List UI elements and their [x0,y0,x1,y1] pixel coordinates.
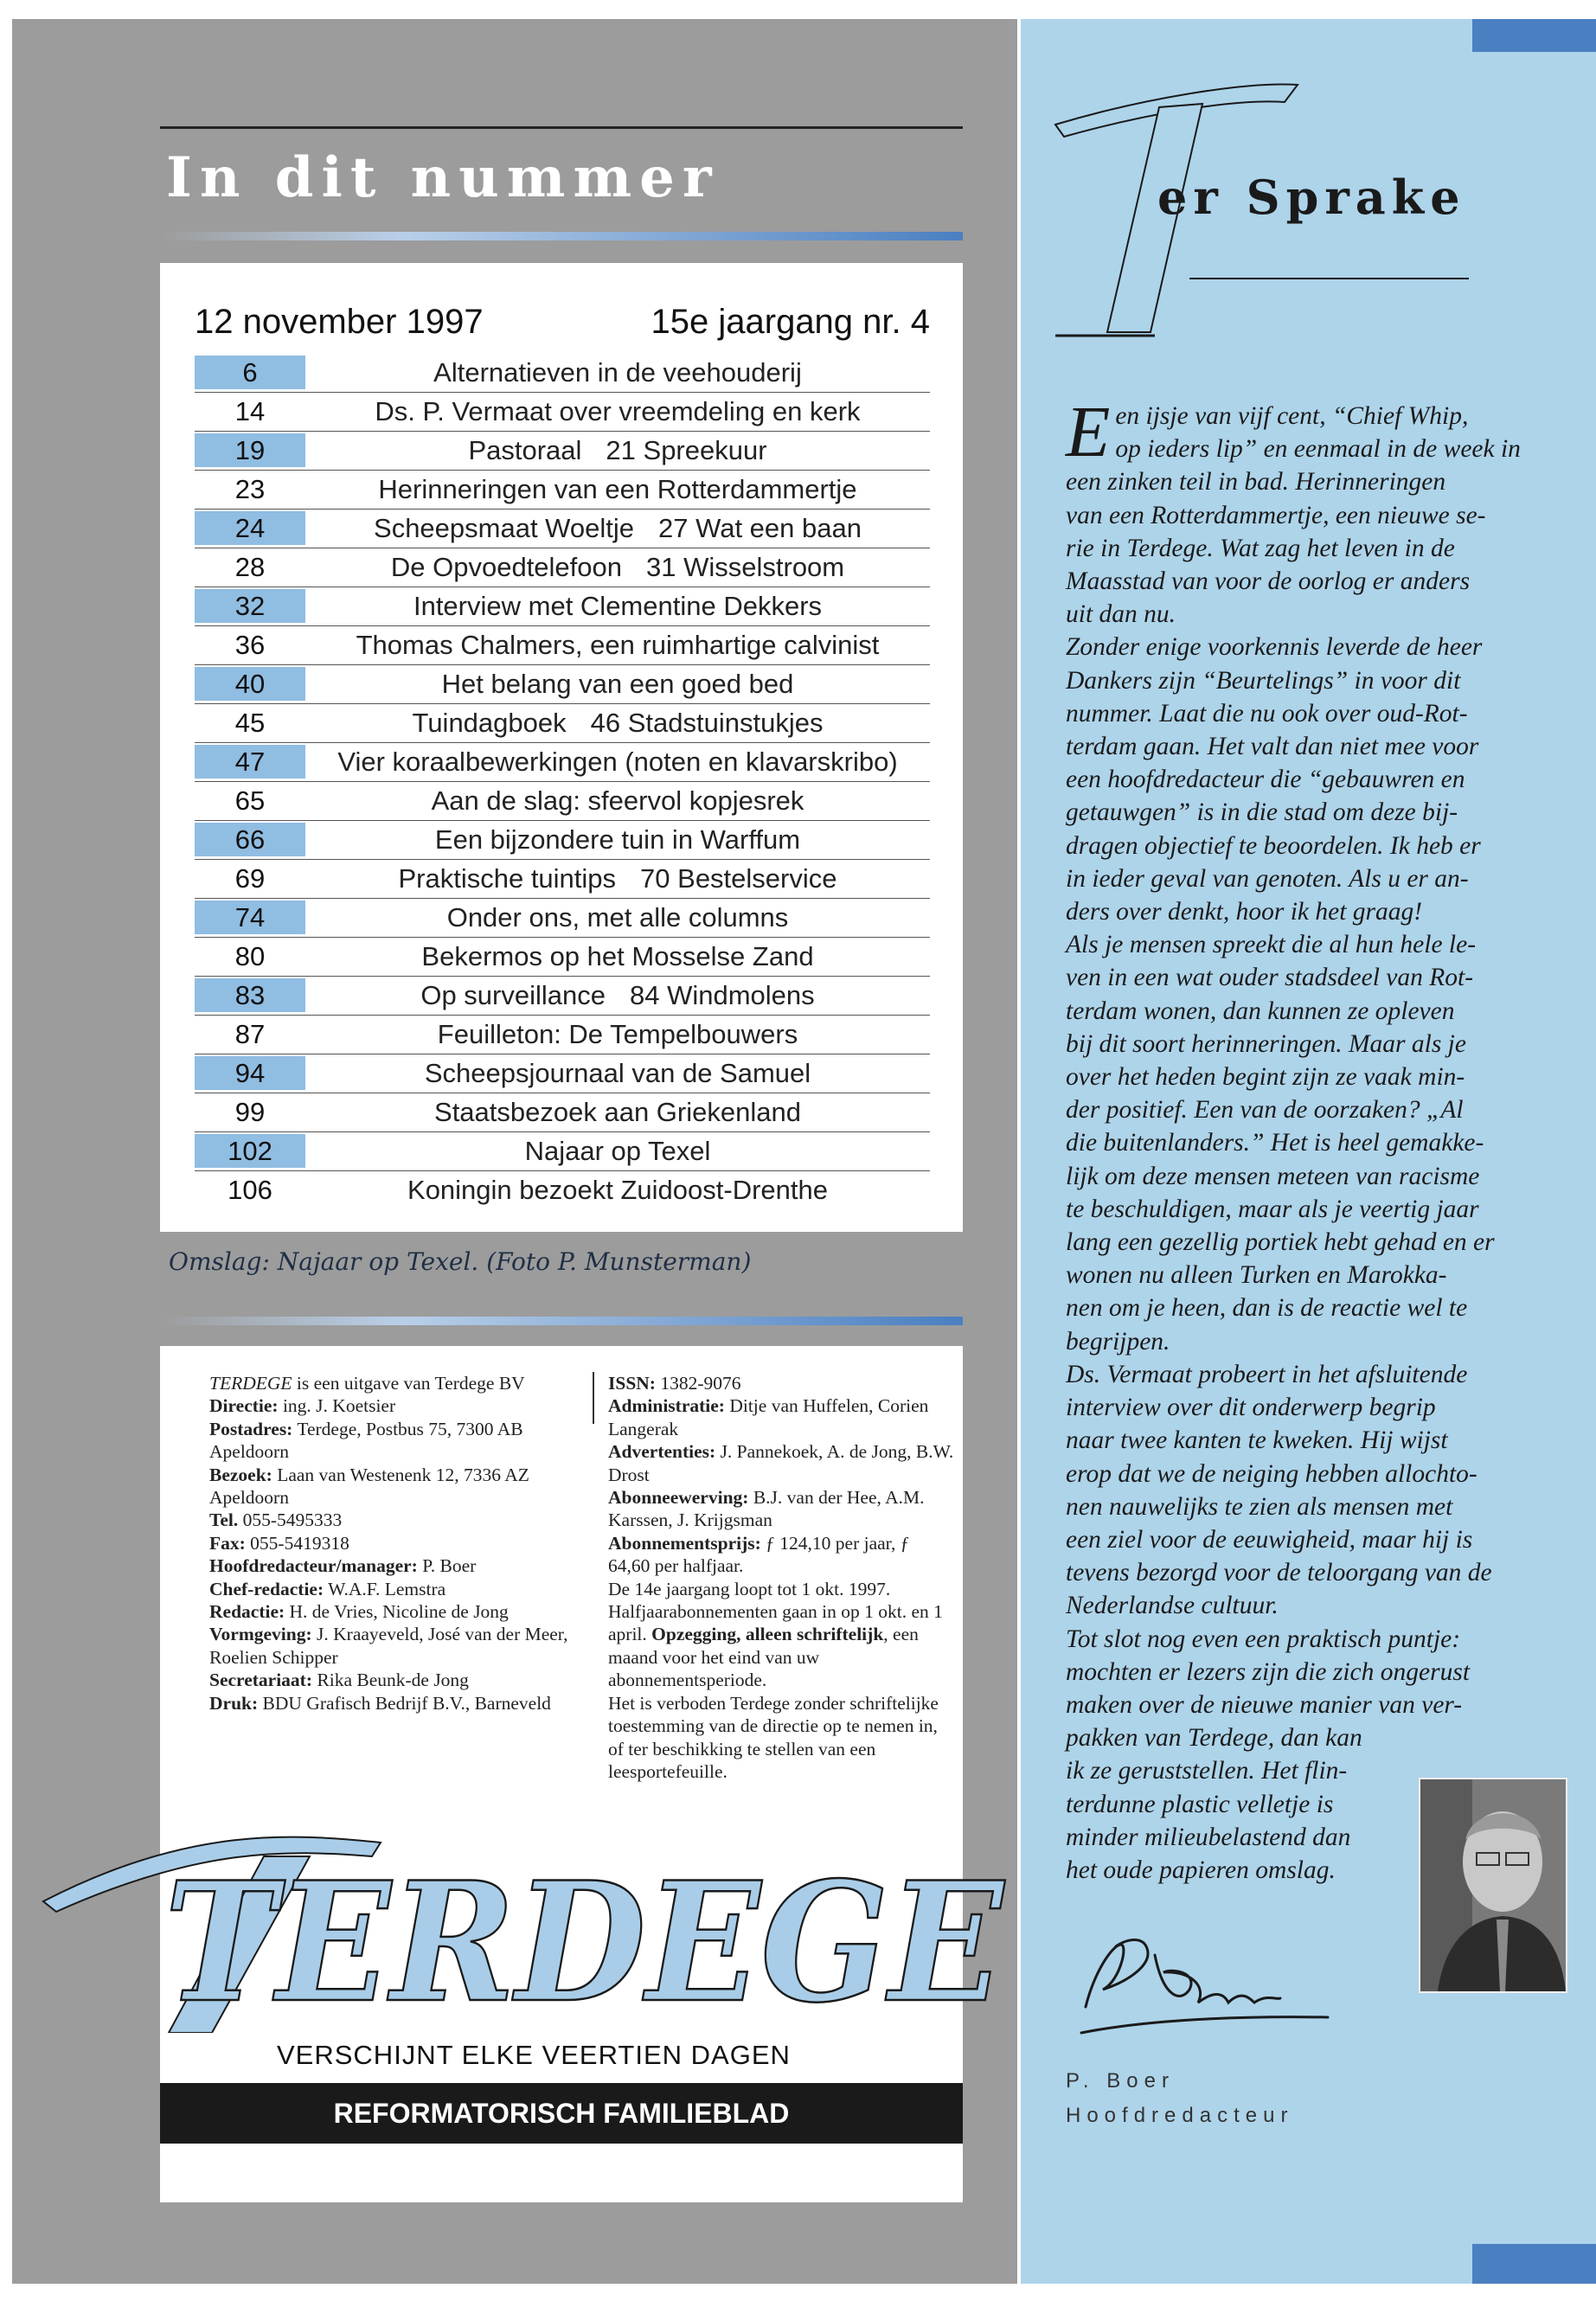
page-number: 80 [234,941,266,971]
colophon-label: Abonneewerving: [608,1487,749,1509]
page-number: 99 [234,1097,266,1127]
colophon-value: H. de Vries, Nicoline de Jong [285,1601,509,1623]
page-number: 28 [234,552,266,582]
editorial-line: die buitenlanders.” Het is heel gemakke- [1066,1129,1484,1157]
colophon-entry [608,1372,954,1394]
colophon-value: 055-5495333 [238,1509,343,1531]
editorial-line: mochten er lezers zijn die zich ongerust [1066,1657,1471,1686]
page-number: 65 [234,785,266,816]
editorial-line: en ijsje van vijf cent, “Chief Whip, [1115,402,1469,430]
colophon-entry [608,1532,954,1578]
article-item: Op surveillance [420,980,606,1010]
editorial-line: een zinken teil in bad. Herinneringen [1066,468,1446,497]
editorial-line: Maasstad van voor de oorlog er anders [1066,567,1471,596]
editorial-line: terdunne plastic velletje is [1066,1790,1334,1818]
editorial-line: Dankers zijn “Beurtelings” in voor dit [1066,666,1461,695]
colophon-divider [593,1372,594,1424]
ter-sprake-title: er Sprake [1157,170,1466,225]
page-number: 94 [195,1056,305,1090]
editorial-line: lijk om deze mensen meteen van racisme [1066,1162,1480,1190]
colophon-value: Laan van Westenenk 12, 7336 AZ Apeldoorn [209,1464,529,1509]
page-number: 19 [195,433,305,467]
colophon-entry [209,1394,581,1417]
contents-row [195,1171,930,1209]
article-title [305,860,930,898]
editorial-line: pakken van Terdege, dan kan [1066,1724,1362,1753]
article-item: Praktische tuintips [398,863,617,894]
article-item: Bekermos op het Mosselse Zand [421,941,814,971]
editorial-line: Tot slot nog even een praktisch puntje: [1066,1625,1461,1653]
contents-row [195,899,930,938]
page-number: 83 [195,978,305,1012]
article-item: Vier koraalbewerkingen (noten en klavarskribo) [337,747,898,777]
editorial-line: nen om je heen, dan is de reactie wel te [1066,1294,1468,1323]
editorial-line: getauwgen” is in die stad om deze bij- [1066,798,1458,827]
editorial-line: Als je mensen spreekt die al hun hele le- [1066,931,1477,959]
article-item: Pastoraal [468,435,582,465]
signature [1068,1920,1345,2041]
colophon-label: Tel. [209,1509,239,1531]
logo-tagline: VERSCHIJNT ELKE VEERTIEN DAGEN [277,2040,791,2070]
header-underline [160,232,963,240]
editorial-line: dragen objectief te beoordelen. Ik heb er [1066,831,1481,860]
editorial-line: het oude papieren omslag. [1066,1856,1336,1884]
article-item: Ds. P. Vermaat over vreemdeling en kerk [375,396,861,426]
article-item: Najaar op Texel [524,1136,711,1166]
page-number: 14 [234,396,266,426]
contents-row [195,626,930,665]
article-item: Herinneringen van een Rotterdammertje [378,474,857,504]
article-title [305,1132,930,1170]
editorial-line: ven in een wat ouder stadsdeel van Rot- [1066,964,1474,992]
article-title [305,938,930,976]
issue-date: 12 november 1997 [195,303,484,341]
editorial-line: nen nauwelijks te zien als mensen met [1066,1492,1453,1521]
colophon-value: ing. J. Koetsier [278,1395,396,1417]
contents-row [195,1054,930,1093]
contents-row [195,587,930,626]
contents-list [195,354,930,1209]
article-item: Koningin bezoekt Zuidoost-Drenthe [407,1175,828,1205]
page-number: 24 [195,511,305,545]
colophon-value: ƒ 124,10 per jaar, ƒ 64,60 per halfjaar. [608,1532,910,1577]
colophon-entry [209,1418,581,1464]
editorial-line: minder milieubelastend dan [1066,1823,1351,1851]
editor-portrait [1419,1778,1567,1993]
page-number: 66 [195,823,305,856]
article-title [305,354,930,392]
contents-row [195,471,930,510]
contents-row [195,665,930,704]
page-number: 23 [234,474,266,504]
colophon-value: B.J. van der Hee, A.M. Karssen, J. Krijgsman [608,1487,925,1531]
section-title: In dit nummer [166,145,720,210]
contents-box [160,263,963,1232]
article-item: Een bijzondere tuin in Warffum [434,824,801,855]
colophon-label: Hoofdredacteur/manager: [209,1555,418,1577]
editorial-line: in ieder geval van genoten. Als u er an- [1066,864,1469,893]
colophon-label: Redactie: [209,1601,285,1623]
portrait-image [1420,1779,1566,1991]
motto-bar: REFORMATORISCH FAMILIEBLAD [160,2083,963,2144]
logo-text: TERDEGE [164,1846,1005,2033]
colophon-note: Het is verboden Terdege zonder schriftelijke toestemming van de directie op te nemen in, of ter beschikking te stellen van een leesportefeuille. [608,1692,939,1782]
editorial-line: Ds. Vermaat probeert in het afsluitende [1066,1360,1468,1388]
editorial-line: tevens bezorgd voor de teloorgang van de [1066,1559,1492,1587]
editorial-line: der positief. Een van de oorzaken? „Al [1066,1096,1464,1125]
editorial-line: maken over de nieuwe manier van ver- [1066,1690,1463,1719]
page-number: 40 [195,667,305,701]
editorial-line: naar twee kanten te kweken. Hij wijst [1066,1426,1448,1455]
colophon-value: W.A.F. Lemstra [324,1578,446,1599]
page-number: 32 [195,589,305,623]
colophon-label: Chef-redactie: [209,1578,324,1599]
article-title [305,510,930,548]
contents-row [195,510,930,548]
colophon-value: 055-5419318 [245,1532,349,1554]
article-title [305,665,930,703]
page-number: 87 [234,1019,266,1049]
contents-row [195,938,930,977]
colophon-entry [209,1509,581,1531]
page-number: 69 [234,863,266,894]
article-title [305,1016,930,1054]
article-title [305,548,930,586]
colophon-right-list [608,1372,954,1578]
editorial-lines [1066,392,1522,1887]
editorial-line: van een Rotterdammertje, een nieuwe se- [1066,501,1486,529]
article-item: 31 Wisselstroom [646,552,845,582]
editorial-line: lang een gezellig portiek hebt gehad en er [1066,1228,1495,1257]
page-number: 106 [228,1175,272,1205]
editorial-line: Zonder enige voorkennis leverde de heer [1066,633,1483,662]
article-item: 21 Spreekuur [606,435,767,465]
colophon-label: Advertenties: [608,1441,716,1463]
article-title [305,626,930,664]
page-number: 6 [195,356,305,389]
contents-row [195,860,930,899]
contents-row [195,1093,930,1132]
contents-row [195,743,930,782]
article-item: Scheepsjournaal van de Samuel [424,1058,811,1088]
signature-role: Hoofdredacteur [1066,2104,1294,2127]
colophon-label: Fax: [209,1532,246,1554]
signature-name: P. Boer [1066,2069,1175,2093]
colophon-right [608,1372,954,1783]
article-item: 84 Windmolens [630,980,815,1010]
colophon-value: Terdege, Postbus 75, 7300 AB Apeldoorn [209,1418,523,1463]
colophon-entry [209,1532,581,1554]
editorial-line: bij dit soort herinneringen. Maar als je [1066,1029,1466,1058]
colophon-intro: TERDEGE is een uitgave van Terdege BV [209,1373,525,1394]
colophon-label: Secretariaat: [209,1670,312,1691]
header-rule [160,126,963,129]
colophon-entry [209,1692,581,1715]
colophon-left [209,1372,581,1715]
contents-row [195,354,930,393]
colophon-label: Abonnementsprijs: [608,1532,761,1554]
colophon-note: De 14e jaargang loopt tot 1 okt. 1997. [608,1578,891,1599]
colophon-label: ISSN: [608,1373,656,1394]
contents-row [195,393,930,432]
page-number: 36 [234,630,266,660]
colophon-entry [209,1554,581,1577]
editorial-line: nummer. Laat die nu ook over oud-Rot- [1066,699,1468,727]
editorial-line: terdam wonen, dan kunnen ze opleven [1066,997,1455,1025]
article-title [305,977,930,1015]
article-title [305,471,930,509]
colophon-entry [608,1440,954,1486]
article-title [305,782,930,820]
colophon-entry [209,1600,581,1623]
article-title [305,1171,930,1209]
editorial-line: interview over dit onderwerp begrip [1066,1394,1436,1422]
colophon-entry [209,1669,581,1691]
article-item: Staatsbezoek aan Griekenland [434,1097,801,1127]
article-title [305,743,930,781]
article-item: De Opvoedtelefoon [390,552,623,582]
article-title [305,587,930,625]
article-title [305,704,930,742]
contents-row [195,1132,930,1171]
editorial-line: te beschuldigen, maar als je veertig jaar [1066,1195,1479,1223]
contents-row [195,977,930,1016]
editorial-line: Nederlandse cultuur. [1066,1592,1279,1620]
colophon-value: P. Boer [417,1555,477,1577]
article-item: Interview met Clementine Dekkers [413,591,823,621]
editorial-text [1066,392,1522,1887]
contents-row [195,782,930,821]
colophon-label: Druk: [209,1692,259,1714]
colophon-label: Postadres: [209,1418,293,1439]
contents-row [195,1016,930,1054]
colophon-value: 1382-9076 [655,1373,741,1394]
corner-accent-top [1472,19,1596,52]
colophon-entry [209,1464,581,1509]
article-title [305,393,930,431]
colophon-value: Ditje van Huffelen, Corien Langerak [608,1395,929,1439]
page-number: 45 [234,708,266,738]
contents-row [195,704,930,743]
colophon-entry [608,1486,954,1532]
editorial-line: begrijpen. [1066,1327,1170,1356]
terdege-logo [35,1773,1012,2033]
editorial-line: ders over denkt, hoor ik het graag! [1066,898,1423,926]
contents-row [195,432,930,471]
article-item: Feuilleton: De Tempelbouwers [437,1019,798,1049]
editorial-line: wonen nu alleen Turken en Marokka- [1066,1261,1447,1290]
article-item: Aan de slag: sfeervol kopjesrek [431,785,804,816]
colophon-note: Halfjaarabonnementen gaan in op 1 okt. en 1 april. Opzegging, alleen schriftelijk, een maand voor het eind van uw abonnementsperiode. [608,1601,943,1691]
corner-accent-bottom [1472,2244,1596,2284]
article-item: 70 Bestelservice [640,863,837,894]
article-item: 46 Stadstuinstukjes [590,708,824,738]
page-number: 47 [195,745,305,779]
editorial-line: uit dan nu. [1066,600,1176,629]
caption-underline [160,1317,963,1325]
editorial-line: over het heden begint zijn ze vaak min- [1066,1063,1465,1092]
article-item: Het belang van een goed bed [441,669,794,699]
colophon-label: Administratie: [608,1395,725,1417]
article-item: 27 Wat een baan [658,513,862,543]
colophon-entry [209,1623,581,1669]
contents-row [195,548,930,587]
issue-header [195,303,930,346]
editorial-line: rie in Terdege. Wat zag het leven in de [1066,534,1455,562]
colophon-value: J. Pannekoek, A. de Jong, B.W. Drost [608,1441,954,1485]
colophon-value: Rika Beunk-de Jong [312,1670,469,1691]
colophon-value: J. Kraayeveld, José van der Meer, Roelien Schipper [209,1624,568,1668]
editorial-line: een hoofdredacteur die “gebauwren en [1066,766,1465,794]
article-item: Onder ons, met alle columns [446,902,789,933]
editorial-line: op ieders lip” en eenmaal in de week in [1115,435,1521,464]
article-title [305,1093,930,1131]
article-item: Thomas Chalmers, een ruimhartige calvinist [356,630,880,660]
colophon-left-list [209,1394,581,1715]
colophon-entry [608,1394,954,1440]
cover-caption: Omslag: Najaar op Texel. (Foto P. Munsterman) [169,1247,752,1276]
colophon-label: Vormgeving: [209,1624,312,1645]
drop-cap: E [1066,392,1111,472]
contents-row [195,821,930,860]
article-title [305,1054,930,1093]
article-item: Alternatieven in de veehouderij [433,357,802,388]
page-number: 74 [195,901,305,934]
article-item: Tuindagboek [412,708,567,738]
page-number: 102 [195,1134,305,1168]
article-title [305,899,930,937]
article-title [305,432,930,470]
article-title [305,821,930,859]
colophon-value: BDU Grafisch Bedrijf B.V., Barneveld [258,1692,551,1714]
ter-sprake-big-letter-glyph: T [1090,330,1091,331]
editorial-line: een ziel voor de eeuwigheid, maar hij is [1066,1525,1473,1554]
issue-volume: 15e jaargang nr. 4 [651,303,930,341]
editorial-line: terdam gaan. Het valt dan niet mee voor [1066,733,1479,761]
editorial-line: erop dat we de neiging hebben allochto- [1066,1459,1477,1488]
editorial-line: ik ze geruststellen. Het flin- [1066,1757,1348,1785]
colophon-entry [209,1578,581,1600]
colophon-label: Bezoek: [209,1464,272,1485]
article-item: Scheepsmaat Woeltje [374,513,634,543]
colophon-label: Directie: [209,1395,279,1417]
